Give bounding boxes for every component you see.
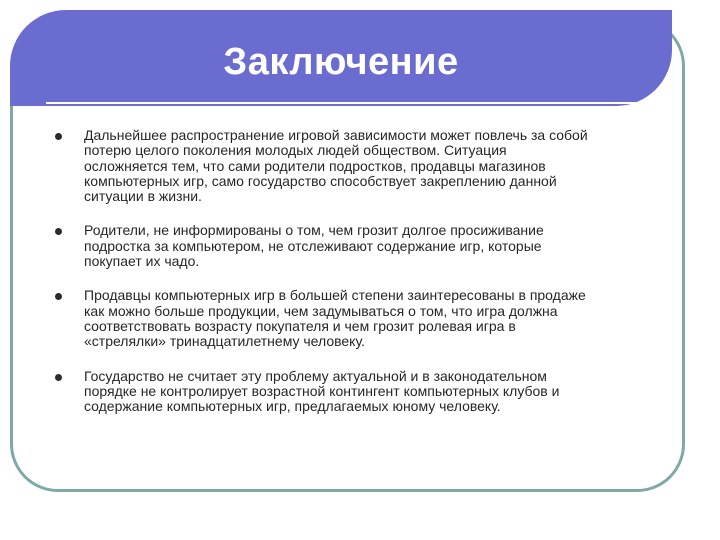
slide-title: Заключение — [223, 41, 459, 83]
bullet-dot-icon — [55, 133, 62, 140]
bullet-item — [50, 128, 670, 204]
bullet-text: Дальнейшее распространение игровой зависимости может повлечь за собой потерю целого поколения молодых людей обществом. Ситуация осложняется тем, что сами родители подростков, продавцы магазинов компьютерных игр, само государство способствует закреплению данной ситуации в жизни. — [84, 127, 588, 205]
bullet-dot-icon — [55, 228, 62, 235]
title-underline — [46, 102, 646, 104]
bullet-text: Государство не считает эту проблему актуальной и в законодательном порядке не контролирует возрастной контингент компьютерных клубов и содержание компьютерных игр, предлагаемых юному человеку. — [84, 367, 560, 415]
bullet-item — [50, 288, 670, 349]
bullet-item — [50, 369, 670, 415]
bullet-list — [50, 128, 670, 433]
bullet-dot-icon — [55, 293, 62, 300]
bullet-dot-icon — [55, 374, 62, 381]
bullet-text: Продавцы компьютерных игр в большей степени заинтересованы в продаже как можно больше продукции, чем задумываться о том, что игра должна соответствовать возрасту покупателя и чем грозит ролевая игра в «стрелялки» тринадцатилетнему человеку. — [84, 287, 586, 350]
title-bar — [10, 10, 672, 106]
bullet-text: Родители, не информированы о том, чем грозит долгое просиживание подростка за компьютером, не отслеживают содержание игр, которые покупает их чадо. — [84, 222, 544, 270]
bullet-item — [50, 223, 670, 269]
